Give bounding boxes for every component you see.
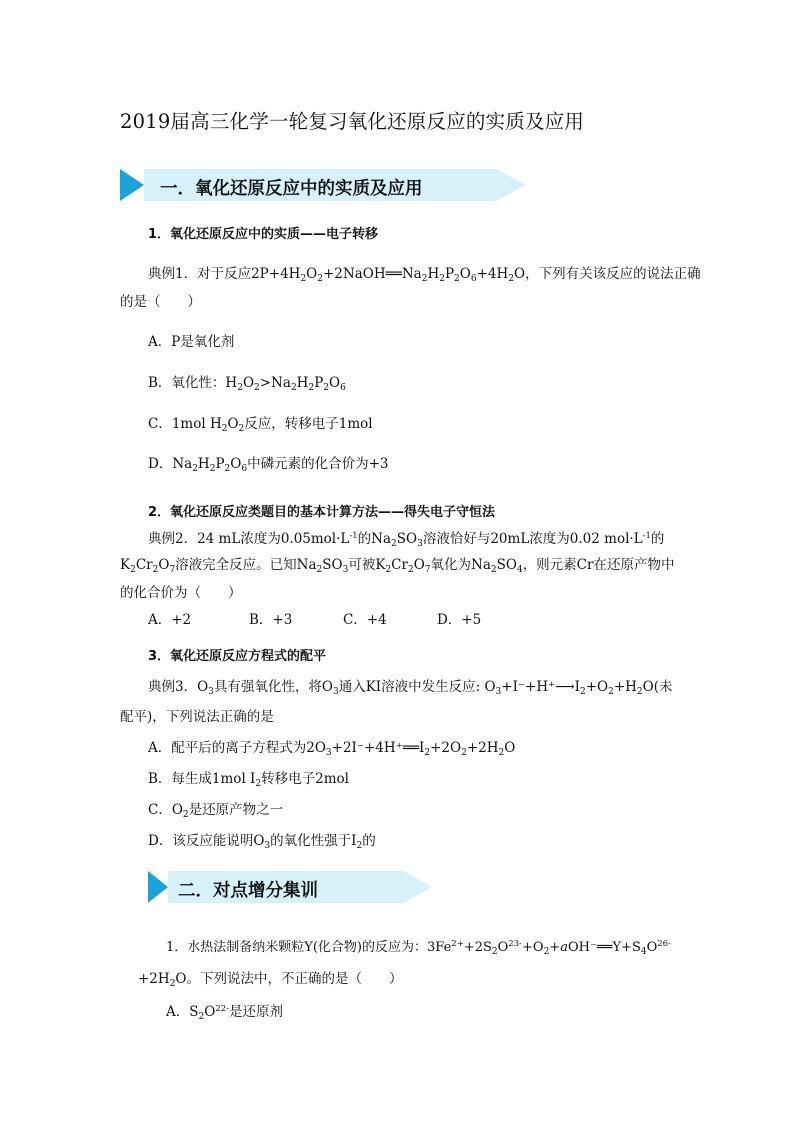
section-title: 二．对点增分集训: [178, 881, 318, 901]
question-text: 典例1．对于反应$2P+4H_2O_2+2NaOH══Na_2H_2P_2O_6+4H_2O$，下列有关该反应的说法正确: [148, 266, 701, 284]
section-title: 一．氧化还原反应中的实质及应用: [160, 179, 423, 199]
question-text: 典例3．$O_3$具有强氧化性，将$O_3$通入KI溶液中发生反应: $O_3+I^-+H^+⟶I_2+O_2+H_2O$(未: [148, 679, 673, 697]
option-a: A．配平后的离子方程式为$2O_3+2I^-+4H^+══I_2+2O_2+2H_2O$: [148, 740, 516, 758]
option-b: B．+3: [249, 612, 293, 628]
option-d: D．该反应能说明$O_3$的氧化性强于$I_2$的: [148, 833, 376, 851]
section-banner-2: [148, 871, 438, 907]
question-text: 的是（ ）: [120, 294, 201, 310]
option-c: C．$O_2$是还原产物之一: [148, 802, 284, 820]
subsection-heading: 3．氧化还原反应方程式的配平: [148, 649, 327, 664]
question-text: 配平)，下列说法正确的是: [120, 709, 274, 725]
question-text: 1．水热法制备纳米颗粒Y(化合物)的反应为：$3Fe^{2+}+2S_2O^{23-}+O_2+aOH^-══Y+S_4O^{26-}$: [166, 939, 671, 957]
section-banner-1: [120, 169, 530, 205]
option-a: A．$S_2O^{22-}$是还原剂: [166, 1004, 284, 1022]
subsection-heading: 1．氧化还原反应中的实质——电子转移: [148, 227, 379, 242]
question-text: 典例2．24 mL浓度为$0.05mol\cdot L^{-1}$的$Na_2SO_3$溶液恰好与20mL浓度为0.02 $mol\cdot L^{-1}$的: [148, 531, 665, 549]
question-text: $+2H_2O$。下列说法中，不正确的是（ ）: [138, 971, 403, 989]
option-b: B．氧化性：$H_2O_2>Na_2H_2P_2O_6$: [148, 375, 346, 393]
option-d: D．$Na_2H_2P_2O_6$中磷元素的化合价为+3: [148, 456, 389, 474]
option-b: B．每生成1mol $I_2$转移电子2mol: [148, 771, 349, 789]
option-a: A．P是氧化剂: [148, 334, 235, 350]
option-c: C．+4: [343, 612, 387, 628]
option-a: A．+2: [148, 612, 192, 628]
question-text: $K_2Cr_2O_7$溶液完全反应。已知$Na_2SO_3$可被$K_2Cr_2O_7$氧化为$Na_2SO_4$，则元素Cr在还原产物中: [120, 557, 675, 575]
page-title: 2019届高三化学一轮复习氧化还原反应的实质及应用: [120, 110, 585, 133]
question-text: 的化合价为（ ）: [120, 585, 242, 601]
option-c: C．1mol $H_2O_2$反应，转移电子1mol: [148, 416, 373, 434]
option-d: D．+5: [437, 612, 482, 628]
subsection-heading: 2．氧化还原反应类题目的基本计算方法——得失电子守恒法: [148, 505, 496, 520]
